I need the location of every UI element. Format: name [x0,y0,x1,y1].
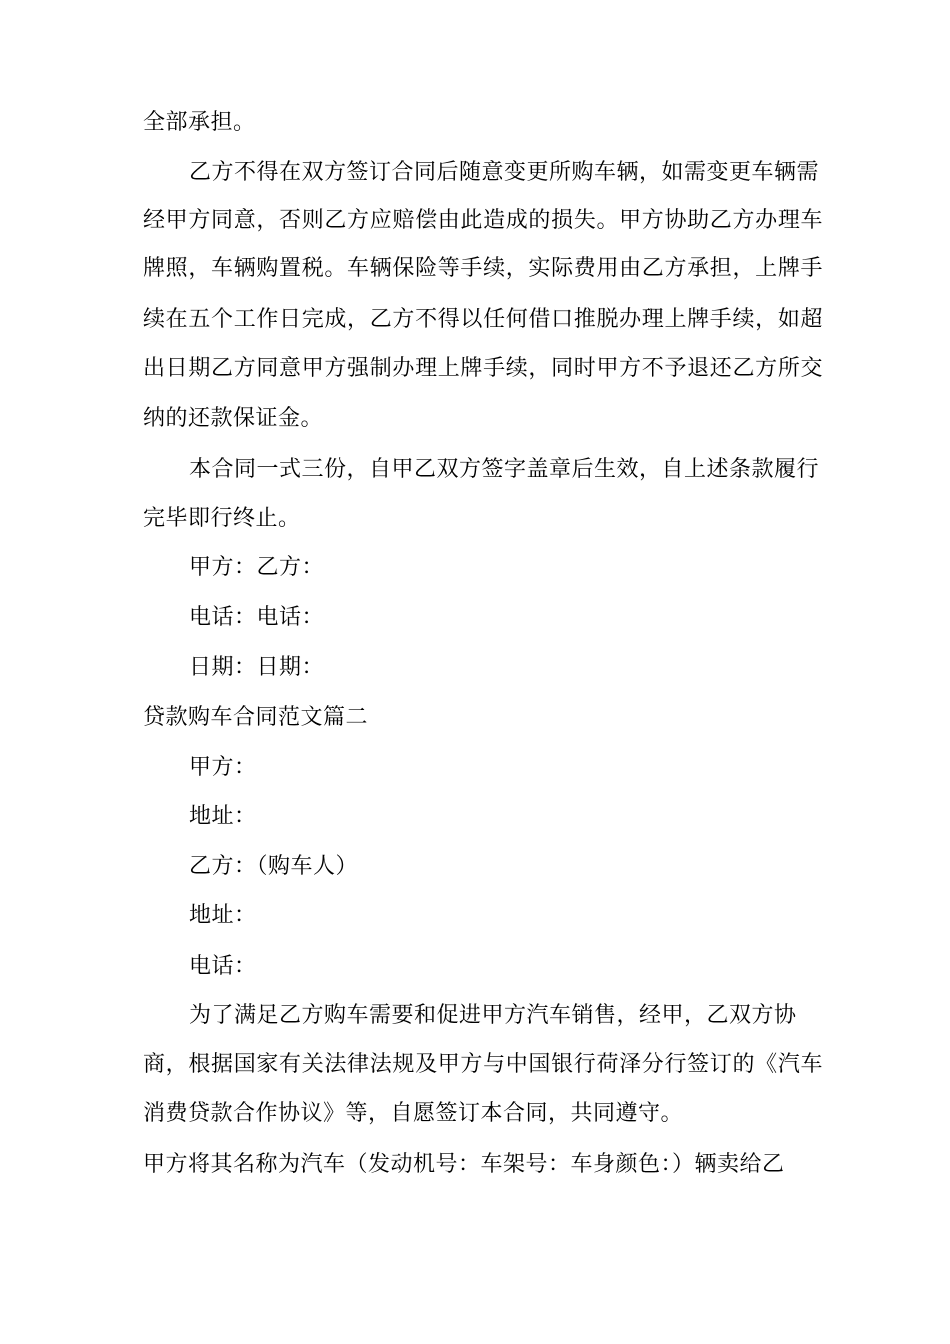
text-line: 本合同一式三份，自甲乙双方签字盖章后生效，自上述条款履行 [189,457,820,482]
text-line: 商，根据国家有关法律法规及甲方与中国银行荷泽分行签订的《汽车 [143,1052,823,1077]
signature-party-line: 甲方：乙方： [189,555,325,580]
text-line: 续在五个工作日完成，乙方不得以任何借口推脱办理上牌手续，如超 [143,307,823,332]
signature-phone-line: 电话：电话： [189,605,325,630]
party-a-label: 甲方： [189,755,257,780]
text-line: 完毕即行终止。 [143,506,301,531]
address-label: 地址： [189,903,257,928]
text-line: 经甲方同意，否则乙方应赔偿由此造成的损失。甲方协助乙方办理车 [143,208,823,233]
section-heading: 贷款购车合同范文篇二 [143,705,369,730]
text-line: 甲方将其名称为汽车（发动机号：车架号：车身颜色：）辆卖给乙 [143,1152,785,1177]
address-label: 地址： [189,804,257,829]
text-line: 为了满足乙方购车需要和促进甲方汽车销售，经甲，乙双方协 [189,1003,797,1028]
text-line: 全部承担。 [143,110,256,135]
text-line: 出日期乙方同意甲方强制办理上牌手续，同时甲方不予退还乙方所交 [143,356,823,381]
text-line: 纳的还款保证金。 [143,406,324,431]
text-line: 牌照，车辆购置税。车辆保险等手续，实际费用由乙方承担，上牌手 [143,256,823,281]
signature-date-line: 日期：日期： [189,655,325,680]
phone-label: 电话： [189,954,257,979]
text-line: 乙方不得在双方签订合同后随意变更所购车辆，如需变更车辆需 [189,160,820,185]
party-b-label: 乙方：（购车人） [189,854,359,879]
text-line: 消费贷款合作协议》等，自愿签订本合同，共同遵守。 [143,1101,684,1126]
